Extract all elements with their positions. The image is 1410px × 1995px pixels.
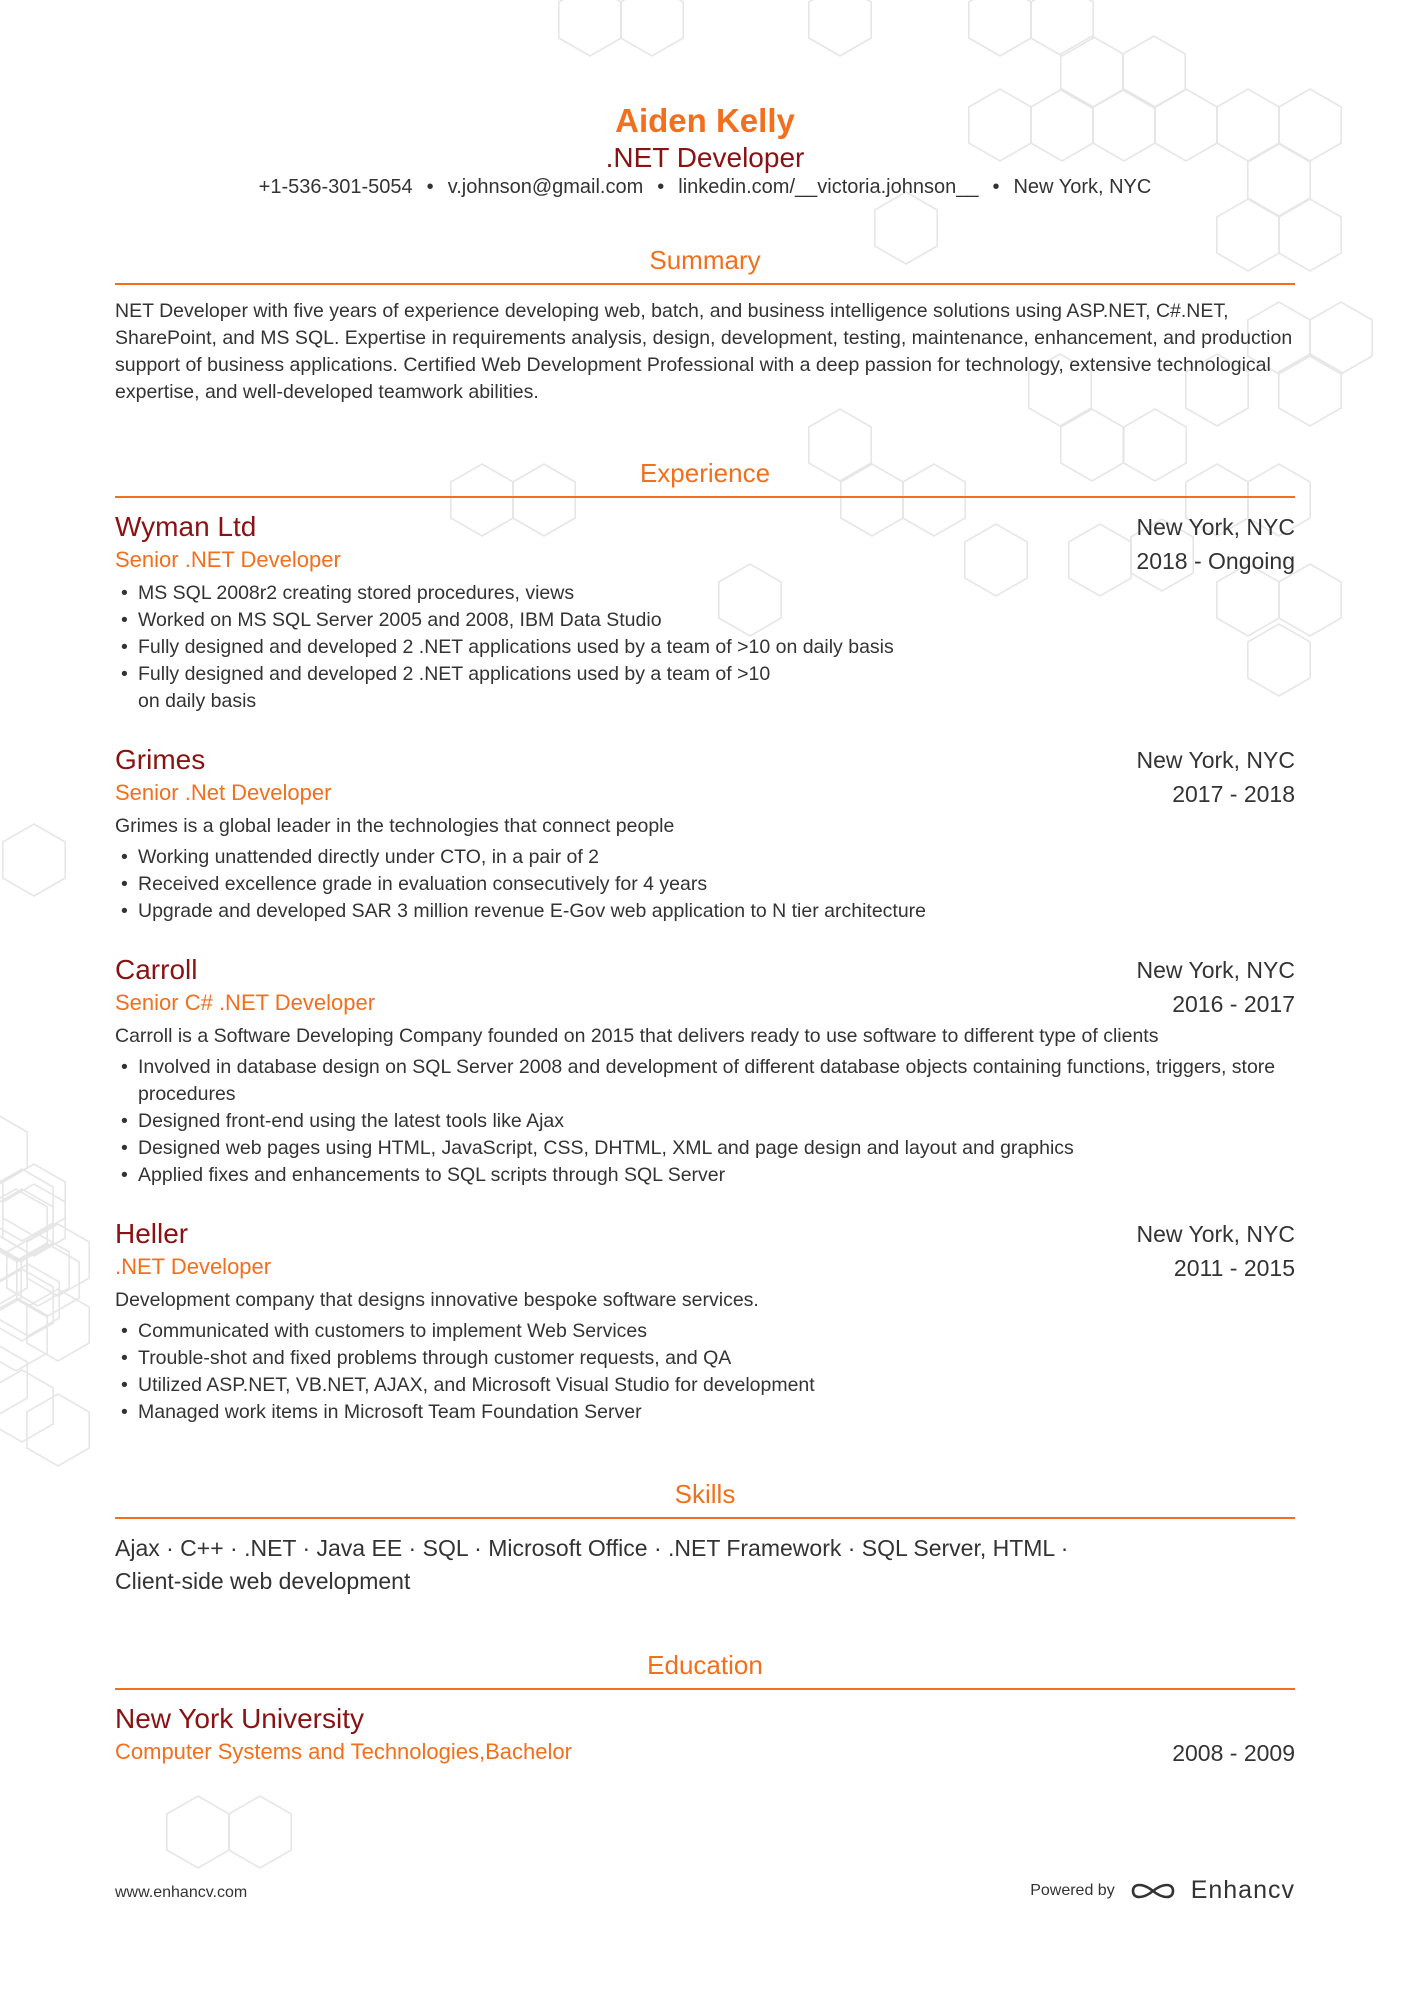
company-name: Wyman Ltd xyxy=(115,511,257,542)
company-name: Heller xyxy=(115,1218,189,1249)
company-description: Carroll is a Software Developing Company founded on 2015 that delivers ready to use software to different type of clients xyxy=(115,1025,1159,1047)
section-title-experience: Experience xyxy=(639,458,771,488)
contact-line xyxy=(115,176,1295,199)
enhancv-logo-icon xyxy=(1129,1878,1177,1904)
job-title: Senior C# .NET Developer xyxy=(115,990,376,1015)
school-name: New York University xyxy=(115,1703,364,1734)
linkedin[interactable]: linkedin.com/__victoria.johnson__ xyxy=(678,176,979,198)
section-title-education: Education xyxy=(647,1650,763,1680)
section-divider xyxy=(115,1688,1295,1690)
bullet-item: • Involved in database design on SQL Server 2008 and development of different database objects containing functions, triggers, store procedures xyxy=(115,1054,1295,1108)
job-dates: 2011 - 2015 xyxy=(1173,1255,1295,1281)
job-title: Senior .NET Developer xyxy=(115,547,341,572)
job-dates: 2018 - Ongoing xyxy=(1136,548,1295,574)
education-dates: 2008 - 2009 xyxy=(1172,1740,1295,1766)
bullet-item: • Worked on MS SQL Server 2005 and 2008, IBM Data Studio xyxy=(115,607,1295,634)
bullet-item: • Designed web pages using HTML, JavaScript, CSS, DHTML, XML and page design and layout and graphics xyxy=(115,1135,1295,1162)
job-dates: 2016 - 2017 xyxy=(1172,991,1295,1017)
bullet-item: • Applied fixes and enhancements to SQL scripts through SQL Server xyxy=(115,1162,1295,1189)
hexagon-shape xyxy=(1061,36,1123,108)
bullet-item: • Managed work items in Microsoft Team Foundation Server xyxy=(115,1399,1295,1426)
job-location: New York, NYC xyxy=(1136,747,1295,773)
bullet-item: • Fully designed and developed 2 .NET applications used by a team of >10 on daily basis xyxy=(115,661,788,715)
hexagon-shape xyxy=(3,824,65,896)
degree: Computer Systems and Technologies,Bachelor xyxy=(115,1739,572,1764)
footer-website[interactable]: www.enhancv.com xyxy=(115,1884,248,1901)
separator-dot: • xyxy=(992,176,1000,198)
hexagon-shape xyxy=(0,1114,27,1186)
hexagon-shape xyxy=(1031,0,1093,56)
bullet-item: • Fully designed and developed 2 .NET applications used by a team of >10 on daily basis xyxy=(115,634,1295,661)
bullet-item: • Upgrade and developed SAR 3 million revenue E-Gov web application to N tier architecture xyxy=(115,898,1295,925)
experience-entry xyxy=(115,953,1295,1189)
candidate-name: Aiden Kelly xyxy=(615,102,795,139)
job-bullets xyxy=(115,844,1295,925)
company-name: Carroll xyxy=(115,954,198,985)
skills-list: Ajax · C++ · .NET · Java EE · SQL · Microsoft Office · .NET Framework · SQL Server, HTML · Client-side web development xyxy=(115,1535,1069,1594)
job-location: New York, NYC xyxy=(1136,1221,1295,1247)
job-title: Senior .Net Developer xyxy=(115,780,332,805)
company-name: Grimes xyxy=(115,744,206,775)
experience-entry xyxy=(115,510,1295,715)
company-description: Development company that designs innovative bespoke software services. xyxy=(115,1289,759,1311)
job-bullets xyxy=(115,1054,1295,1189)
education-entry xyxy=(115,1702,1295,1768)
bullet-item: • Trouble-shot and fixed problems through customer requests, and QA xyxy=(115,1345,1295,1372)
experience-entry xyxy=(115,1217,1295,1426)
bullet-item: • Communicated with customers to implement Web Services xyxy=(115,1318,1295,1345)
location: New York, NYC xyxy=(1013,176,1152,198)
experience-entry xyxy=(115,743,1295,925)
hexagon-shape xyxy=(621,0,683,56)
hexagon-shape xyxy=(229,1796,291,1868)
job-dates: 2017 - 2018 xyxy=(1172,781,1295,807)
bullet-item: • Designed front-end using the latest tools like Ajax xyxy=(115,1108,1295,1135)
company-description: Grimes is a global leader in the technologies that connect people xyxy=(115,815,675,837)
section-title-summary: Summary xyxy=(649,245,761,275)
hexagon-shape xyxy=(969,0,1031,56)
hexagon-shape xyxy=(1310,302,1372,374)
candidate-role: .NET Developer xyxy=(605,142,805,173)
hexagon-shape xyxy=(1123,36,1185,108)
hexagon-shape xyxy=(27,1289,89,1361)
job-title: .NET Developer xyxy=(115,1254,272,1279)
email[interactable]: v.johnson@gmail.com xyxy=(447,176,644,198)
hexagon-shape xyxy=(167,1796,229,1868)
footer-branding xyxy=(1030,1876,1295,1905)
section-divider xyxy=(115,1517,1295,1519)
hexagon-shape xyxy=(559,0,621,56)
bullet-item: • Utilized ASP.NET, VB.NET, AJAX, and Microsoft Visual Studio for development xyxy=(115,1372,1295,1399)
hexagon-shape xyxy=(809,0,871,56)
bullet-item: • Received excellence grade in evaluation consecutively for 4 years xyxy=(115,871,1295,898)
job-location: New York, NYC xyxy=(1136,514,1295,540)
summary-text: NET Developer with five years of experience developing web, batch, and business intelligence solutions using ASP.NET, C#.NET, SharePoint, and MS SQL. Expertise in requirements analysis, design, development, testing, maintenance, enhancement, and production support of business applications. Certified Web Development Professional with a deep passion for technology, extensive technological expertise, and well-developed teamwork abilities. xyxy=(115,300,1293,403)
section-divider xyxy=(115,496,1295,498)
job-location: New York, NYC xyxy=(1136,957,1295,983)
hexagon-shape xyxy=(27,1394,89,1466)
section-divider xyxy=(115,283,1295,285)
section-title-skills: Skills xyxy=(674,1479,736,1509)
separator-dot: • xyxy=(426,176,434,198)
brand-name: Enhancv xyxy=(1190,1876,1295,1904)
powered-by-label: Powered by xyxy=(1030,1881,1115,1899)
job-bullets xyxy=(115,1318,1295,1426)
separator-dot: • xyxy=(657,176,665,198)
bullet-item: • MS SQL 2008r2 creating stored procedures, views xyxy=(115,580,1295,607)
bullet-item: • Working unattended directly under CTO, in a pair of 2 xyxy=(115,844,1295,871)
phone[interactable]: +1-536-301-5054 xyxy=(258,176,413,198)
job-bullets xyxy=(115,580,1295,715)
